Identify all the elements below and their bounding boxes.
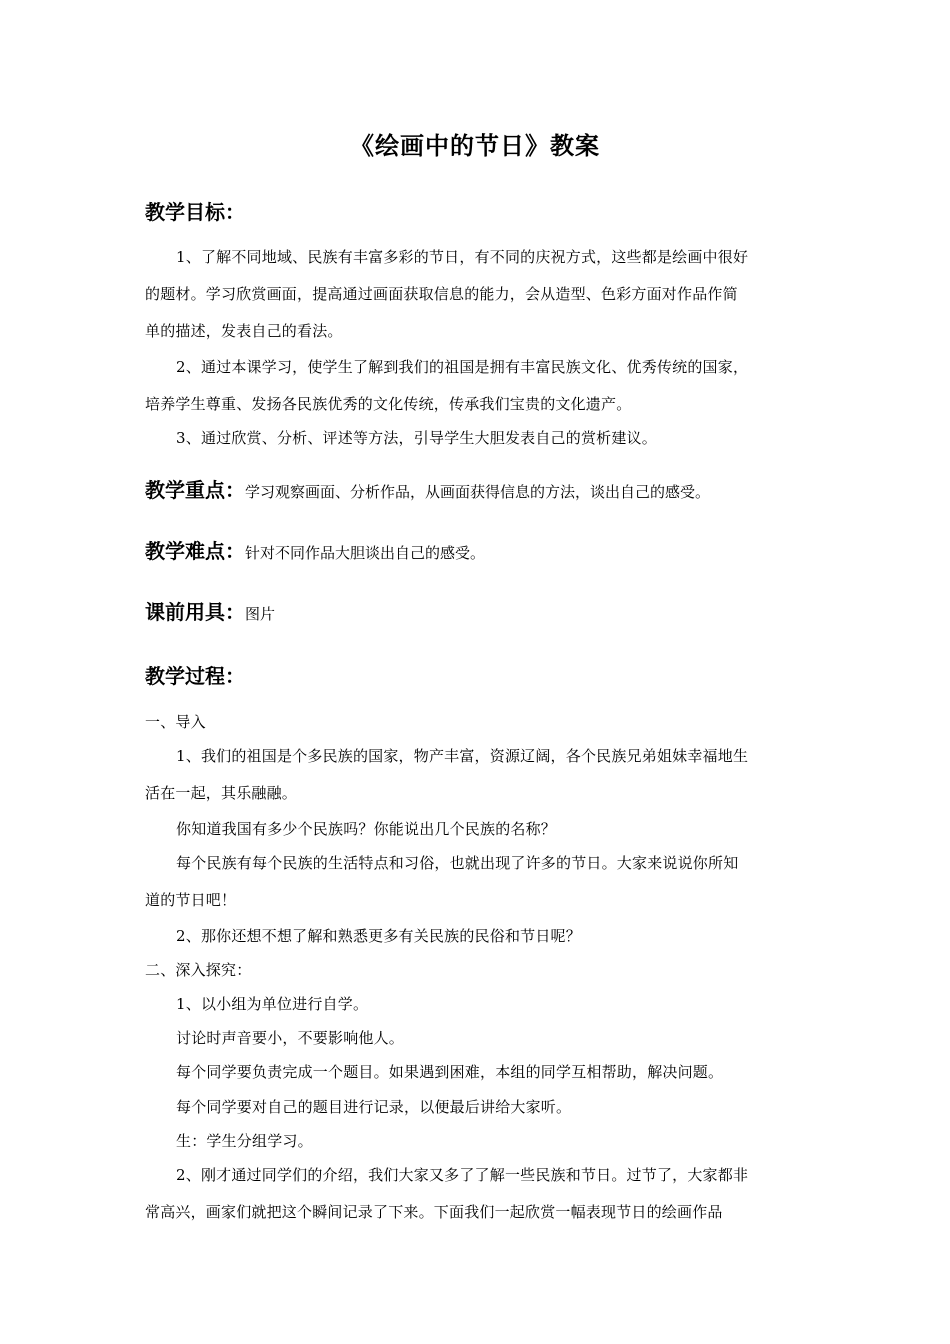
objectives-line: 1、了解不同地域、民族有丰富多彩的节日，有不同的庆祝方式，这些都是绘画中很好 [176,248,749,266]
process-line: 每个同学要对自己的题目进行记录，以便最后讲给大家听。 [176,1098,572,1116]
difficulties-row [145,535,485,564]
materials-heading: 课前用具： [145,600,245,624]
process-line: 2、那你还想不想了解和熟悉更多有关民族的民俗和节日呢？ [176,927,581,945]
materials-row [145,596,275,625]
objectives-line: 的题材。学习欣赏画面，提高通过画面获取信息的能力，会从造型、色彩方面对作品作简 [145,285,738,303]
process-line: 活在一起，其乐融融。 [145,784,298,802]
process-line: 二、深入探究： [145,961,252,979]
key-points-row [145,474,710,503]
key-points-content: 学习观察画面、分析作品，从画面获得信息的方法，谈出自己的感受。 [245,483,711,501]
objectives-line: 3、通过欣赏、分析、评述等方法，引导学生大胆发表自己的赏析建议。 [176,429,657,447]
objectives-line: 培养学生尊重、发扬各民族优秀的文化传统，传承我们宝贵的文化遗产。 [145,395,632,413]
key-points-heading: 教学重点： [145,478,245,502]
process-line: 1、以小组为单位进行自学。 [176,995,369,1013]
materials-content: 图片 [245,605,276,623]
process-line: 1、我们的祖国是个多民族的国家，物产丰富，资源辽阔，各个民族兄弟姐妹幸福地生 [176,747,749,765]
process-line: 你知道我国有多少个民族吗？你能说出几个民族的名称？ [176,820,557,838]
process-line: 每个民族有每个民族的生活特点和习俗，也就出现了许多的节日。大家来说说你所知 [176,854,739,872]
process-line: 2、刚才通过同学们的介绍，我们大家又多了了解一些民族和节日。过节了，大家都非 [176,1166,749,1184]
objectives-line: 单的描述，发表自己的看法。 [145,322,343,340]
difficulties-heading: 教学难点： [145,539,245,563]
document-title: 《绘画中的节日》教案 [350,131,600,160]
process-line: 一、导入 [145,713,206,731]
difficulties-content: 针对不同作品大胆谈出自己的感受。 [245,544,486,562]
process-line: 常高兴，画家们就把这个瞬间记录了下来。下面我们一起欣赏一幅表现节日的绘画作品 [145,1203,723,1221]
process-line: 道的节日吧！ [145,891,237,909]
objectives-line: 2、通过本课学习，使学生了解到我们的祖国是拥有丰富民族文化、优秀传统的国家， [176,358,749,376]
process-line: 生：学生分组学习。 [176,1132,313,1150]
objectives-heading: 教学目标： [145,200,245,224]
process-heading: 教学过程： [145,664,245,688]
process-line: 讨论时声音要小，不要影响他人。 [176,1029,405,1047]
process-line: 每个同学要负责完成一个题目。如果遇到困难，本组的同学互相帮助，解决问题。 [176,1063,724,1081]
